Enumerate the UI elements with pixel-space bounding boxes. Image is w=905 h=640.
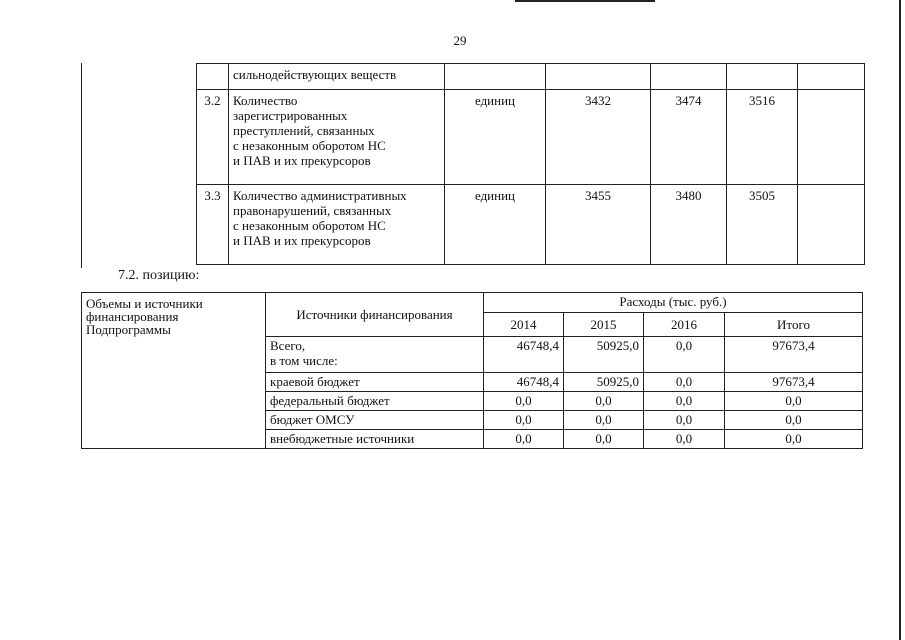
empty-cell	[798, 64, 865, 90]
value-cell: 3505	[727, 185, 798, 265]
empty-cell	[798, 90, 865, 185]
page-edge-line	[899, 0, 901, 640]
top-edge-rule	[515, 0, 655, 2]
indicator-name	[229, 185, 445, 265]
value-cell: 97673,4	[725, 337, 863, 373]
value-cell: 0,0	[725, 430, 863, 449]
indicator-name	[229, 90, 445, 185]
value-cell: 3432	[546, 90, 651, 185]
row-header-line: Подпрограммы	[86, 322, 171, 337]
indicator-text-line: правонарушений, связанных	[233, 203, 392, 218]
unit-cell: единиц	[445, 90, 546, 185]
row-header-cell	[82, 293, 266, 449]
value-cell: 0,0	[644, 337, 725, 373]
value-cell: 0,0	[564, 411, 644, 430]
row-number: 3.3	[197, 185, 229, 265]
value-cell: 0,0	[644, 411, 725, 430]
source-name: внебюджетные источники	[266, 430, 484, 449]
row-header-line: Объемы и источники	[86, 296, 203, 311]
value-cell: 3474	[651, 90, 727, 185]
source-name	[266, 337, 484, 373]
page-number: 29	[453, 33, 467, 48]
unit-cell	[445, 64, 546, 90]
indicator-text-line: и ПАВ и их прекурсоров	[233, 153, 371, 168]
value-cell: 0,0	[725, 411, 863, 430]
unit-cell: единиц	[445, 185, 546, 265]
value-cell	[546, 64, 651, 90]
table-row	[197, 90, 865, 185]
value-cell: 50925,0	[564, 337, 644, 373]
indicator-text-line: и ПАВ и их прекурсоров	[233, 233, 371, 248]
row-header-line: финансирования	[86, 309, 179, 324]
year-header: 2016	[644, 313, 725, 337]
value-cell	[651, 64, 727, 90]
source-name-line: Всего,	[270, 338, 306, 353]
value-cell	[727, 64, 798, 90]
sources-header: Источники финансирования	[266, 293, 484, 337]
value-cell: 0,0	[484, 411, 564, 430]
value-cell: 0,0	[484, 430, 564, 449]
source-name: бюджет ОМСУ	[266, 411, 484, 430]
year-header: 2015	[564, 313, 644, 337]
empty-cell	[798, 185, 865, 265]
financing-table	[81, 292, 863, 449]
value-cell: 0,0	[564, 430, 644, 449]
source-name-line: в том числе:	[270, 353, 338, 368]
table1-left-border	[81, 63, 82, 268]
value-cell: 3516	[727, 90, 798, 185]
indicator-text-line: с незаконным оборотом НС	[233, 218, 386, 233]
indicator-text-line: зарегистрированных	[233, 108, 348, 123]
indicator-name	[229, 64, 445, 90]
year-header: 2014	[484, 313, 564, 337]
source-name: федеральный бюджет	[266, 392, 484, 411]
value-cell: 97673,4	[725, 373, 863, 392]
value-cell: 0,0	[644, 373, 725, 392]
value-cell: 46748,4	[484, 337, 564, 373]
value-cell: 0,0	[564, 392, 644, 411]
value-cell: 0,0	[484, 392, 564, 411]
indicator-text-line: преступлений, связанных	[233, 123, 375, 138]
expenses-header: Расходы (тыс. руб.)	[484, 293, 863, 313]
value-cell: 0,0	[725, 392, 863, 411]
indicator-text-line: с незаконным оборотом НС	[233, 138, 386, 153]
section-label: 7.2. позицию:	[118, 268, 200, 283]
value-cell: 46748,4	[484, 373, 564, 392]
row-number: 3.2	[197, 90, 229, 185]
row-number	[197, 64, 229, 90]
indicators-table	[196, 63, 865, 265]
total-header: Итого	[725, 313, 863, 337]
table-header-row	[82, 293, 863, 313]
value-cell: 0,0	[644, 392, 725, 411]
value-cell: 50925,0	[564, 373, 644, 392]
value-cell: 3480	[651, 185, 727, 265]
value-cell: 0,0	[644, 430, 725, 449]
source-name: краевой бюджет	[266, 373, 484, 392]
indicator-text-line: Количество административных	[233, 188, 407, 203]
value-cell: 3455	[546, 185, 651, 265]
indicator-text-line: сильнодействующих веществ	[233, 67, 397, 82]
table-row	[197, 185, 865, 265]
table-row	[197, 64, 865, 90]
indicator-text-line: Количество	[233, 93, 298, 108]
